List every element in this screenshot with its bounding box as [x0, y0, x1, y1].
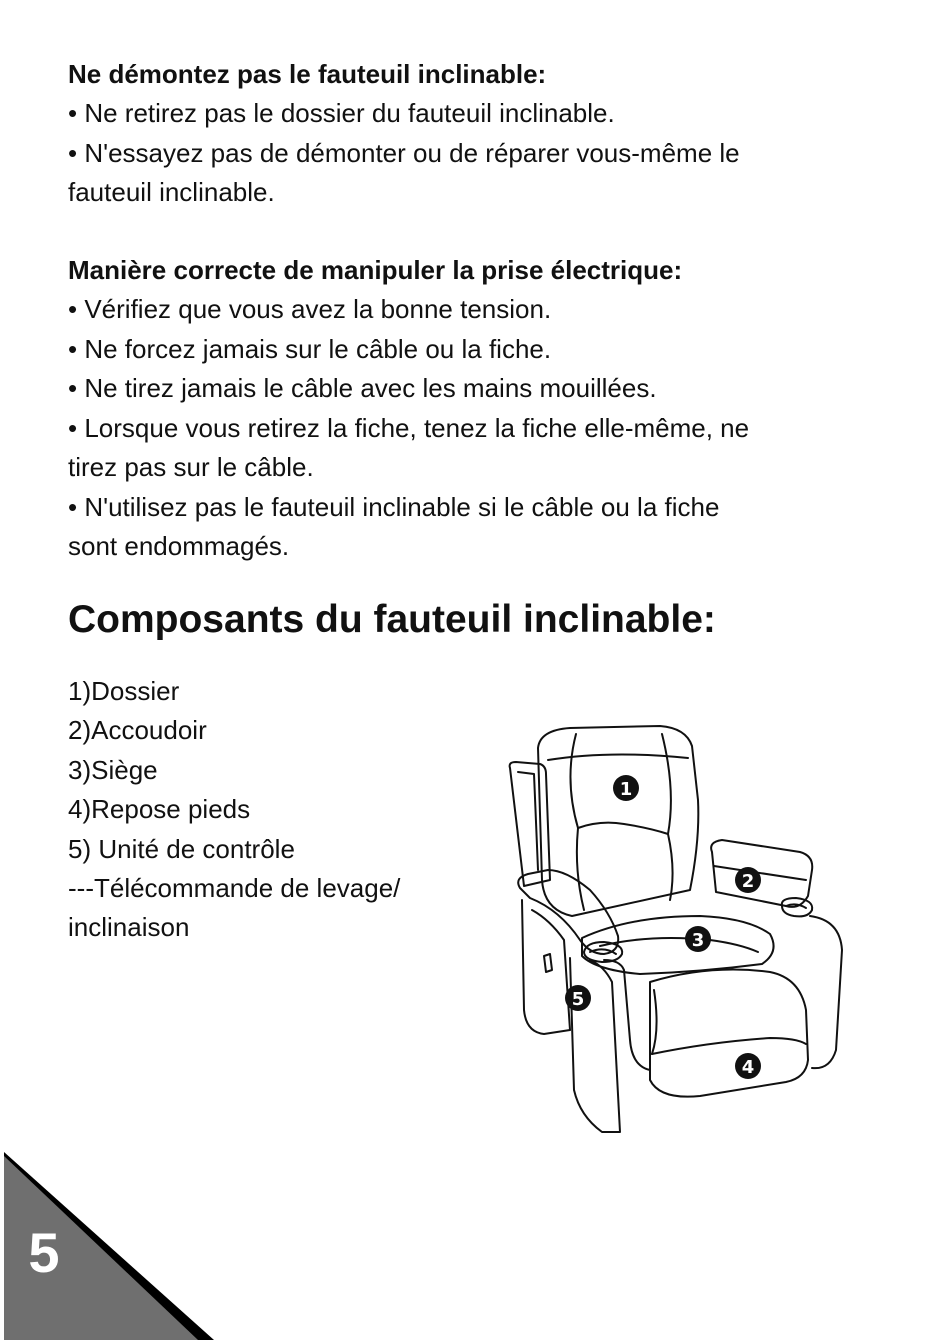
- parts-list-item: 2)Accoudoir: [68, 715, 207, 746]
- text-line: tirez pas sur le câble.: [68, 452, 314, 482]
- section-power-plug: [68, 250, 908, 567]
- parts-list-item: inclinaison: [68, 912, 190, 943]
- text-line: fauteuil inclinable.: [68, 177, 275, 207]
- page-corner-tab: [0, 1140, 220, 1344]
- parts-list-item: 1)Dossier: [68, 676, 180, 706]
- callout-label: 1: [619, 779, 633, 800]
- callout-marker: [685, 926, 711, 952]
- callout-marker: [735, 1053, 761, 1079]
- parts-list: [68, 672, 488, 948]
- callout-label: 3: [691, 930, 705, 951]
- callout-label: 4: [741, 1057, 755, 1078]
- section-heading: Manière correcte de manipuler la prise électrique:: [68, 255, 683, 285]
- text-line: • N'utilisez pas le fauteuil inclinable si le câble ou la fiche: [68, 491, 720, 522]
- text-line: • Ne tirez jamais le câble avec les mains mouillées.: [68, 373, 657, 403]
- callout-marker: [735, 867, 761, 893]
- callout-marker: [613, 775, 639, 801]
- parts-list-item: 5) Unité de contrôle: [68, 833, 295, 864]
- components-heading: Composants du fauteuil inclinable:: [68, 598, 716, 641]
- callout-marker: [565, 985, 591, 1011]
- section-heading: Ne démontez pas le fauteuil inclinable:: [68, 59, 547, 89]
- callout-label: 2: [741, 871, 755, 892]
- text-line: sont endommagés.: [68, 531, 290, 561]
- parts-list-item: 3)Siège: [68, 754, 158, 785]
- parts-list-item: 4)Repose pieds: [68, 794, 251, 825]
- text-line: • N'essayez pas de démonter ou de réparer vous-même le: [68, 137, 740, 168]
- text-line: • Lorsque vous retirez la fiche, tenez la fiche elle-même, ne: [68, 412, 750, 443]
- recliner-illustration: [500, 720, 860, 1140]
- page-number: 5: [28, 1221, 60, 1284]
- callout-label: 5: [571, 989, 585, 1010]
- parts-list-item: ---Télécommande de levage/: [68, 873, 401, 904]
- text-line: • Vérifiez que vous avez la bonne tension.: [68, 294, 552, 324]
- text-line: • Ne retirez pas le dossier du fauteuil inclinable.: [68, 98, 615, 128]
- text-line: • Ne forcez jamais sur le câble ou la fiche.: [68, 333, 552, 364]
- section-no-disassembly: [68, 54, 908, 213]
